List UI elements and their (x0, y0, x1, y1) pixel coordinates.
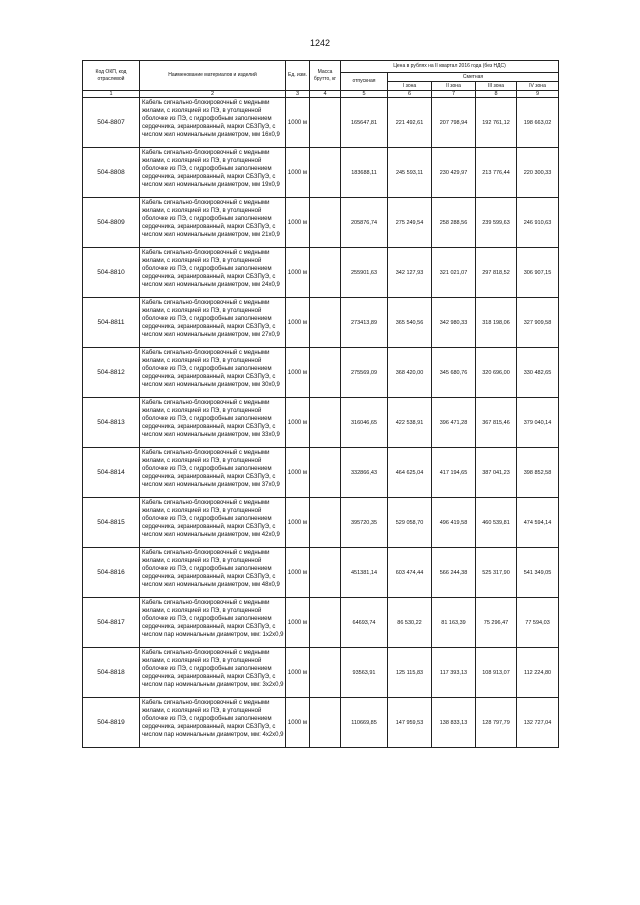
column-number: 1 (83, 91, 140, 98)
item-mass (310, 348, 341, 398)
table-row (83, 148, 559, 198)
zone-4-price: 379 040,14 (517, 398, 559, 448)
item-unit: 1000 м (286, 98, 310, 148)
item-unit: 1000 м (286, 248, 310, 298)
item-code: 504-8815 (83, 498, 140, 548)
zone-1-price: 147 959,53 (388, 698, 432, 748)
item-unit: 1000 м (286, 348, 310, 398)
zone-2-price: 566 244,38 (432, 548, 476, 598)
item-description: Кабель сигнально-блокировочный с медными жилами, с изоляцией из ПЭ, в утолщенной оболочке из ПЭ, с гидрофобным заполнением сердечника, экранированный, марки СБЗПуЭ, с числом пар номинальным диаметром, мм: 3х2х0,9 (140, 648, 286, 698)
table-row (83, 698, 559, 748)
zone-1-price: 529 058,70 (388, 498, 432, 548)
column-number: 3 (286, 91, 310, 98)
header-zone-1: I зона (388, 82, 432, 91)
item-unit: 1000 м (286, 298, 310, 348)
item-code: 504-8814 (83, 448, 140, 498)
column-numbers-row (83, 91, 559, 98)
column-number: 9 (517, 91, 559, 98)
item-unit: 1000 м (286, 598, 310, 648)
header-zone-4: IV зона (517, 82, 559, 91)
release-price: 316046,65 (341, 398, 388, 448)
price-table (82, 60, 559, 748)
release-price: 64693,74 (341, 598, 388, 648)
item-mass (310, 298, 341, 348)
zone-2-price: 345 680,76 (432, 348, 476, 398)
column-number: 4 (310, 91, 341, 98)
header-price-title: Цена в рублях на II квартал 2016 года (без НДС) (341, 61, 559, 73)
item-unit: 1000 м (286, 198, 310, 248)
release-price: 183688,11 (341, 148, 388, 198)
zone-3-price: 320 696,00 (476, 348, 517, 398)
item-unit: 1000 м (286, 548, 310, 598)
item-description: Кабель сигнально-блокировочный с медными жилами, с изоляцией из ПЭ, в утолщенной оболочке из ПЭ, с гидрофобным заполнением сердечника, экранированный, марки СБЗПуЭ, с числом жил номинальным диаметром, мм 48х0,9 (140, 548, 286, 598)
zone-4-price: 541 349,05 (517, 548, 559, 598)
zone-4-price: 330 482,65 (517, 348, 559, 398)
zone-2-price: 117 393,13 (432, 648, 476, 698)
item-unit: 1000 м (286, 398, 310, 448)
column-number: 5 (341, 91, 388, 98)
item-code: 504-8812 (83, 348, 140, 398)
table-row (83, 98, 559, 148)
item-code: 504-8818 (83, 648, 140, 698)
item-unit: 1000 м (286, 498, 310, 548)
item-unit: 1000 м (286, 448, 310, 498)
zone-3-price: 128 797,79 (476, 698, 517, 748)
zone-2-price: 417 194,65 (432, 448, 476, 498)
release-price: 255901,63 (341, 248, 388, 298)
zone-2-price: 230 429,97 (432, 148, 476, 198)
release-price: 332866,43 (341, 448, 388, 498)
item-code: 504-8819 (83, 698, 140, 748)
item-code: 504-8807 (83, 98, 140, 148)
item-mass (310, 148, 341, 198)
zone-4-price: 327 909,58 (517, 298, 559, 348)
item-unit: 1000 м (286, 698, 310, 748)
header-name: Наименование материалов и изделий (140, 61, 286, 91)
release-price: 110669,85 (341, 698, 388, 748)
zone-2-price: 496 419,58 (432, 498, 476, 548)
column-number: 2 (140, 91, 286, 98)
zone-3-price: 318 198,06 (476, 298, 517, 348)
table-row (83, 448, 559, 498)
table-row (83, 298, 559, 348)
item-description: Кабель сигнально-блокировочный с медными жилами, с изоляцией из ПЭ, в утолщенной оболочке из ПЭ, с гидрофобным заполнением сердечника, экранированный, марки СБЗПуЭ, с числом пар номинальным диаметром, мм: 4х2х0,9 (140, 698, 286, 748)
release-price: 273413,89 (341, 298, 388, 348)
zone-3-price: 239 599,63 (476, 198, 517, 248)
header-unit: Ед. изм. (286, 61, 310, 91)
table-row (83, 548, 559, 598)
item-code: 504-8816 (83, 548, 140, 598)
zone-3-price: 213 776,44 (476, 148, 517, 198)
table-row (83, 198, 559, 248)
zone-4-price: 77 594,03 (517, 598, 559, 648)
zone-1-price: 464 625,04 (388, 448, 432, 498)
zone-2-price: 396 471,28 (432, 398, 476, 448)
zone-1-price: 221 492,61 (388, 98, 432, 148)
zone-3-price: 75 296,47 (476, 598, 517, 648)
item-code: 504-8808 (83, 148, 140, 198)
item-description: Кабель сигнально-блокировочный с медными жилами, с изоляцией из ПЭ, в утолщенной оболочке из ПЭ, с гидрофобным заполнением сердечника, экранированный, марки СБЗПуЭ, с числом жил номинальным диаметром, мм 21х0,9 (140, 198, 286, 248)
table-row (83, 248, 559, 298)
item-mass (310, 598, 341, 648)
zone-1-price: 245 593,11 (388, 148, 432, 198)
item-unit: 1000 м (286, 148, 310, 198)
release-price: 395720,35 (341, 498, 388, 548)
column-number: 7 (432, 91, 476, 98)
item-code: 504-8813 (83, 398, 140, 448)
zone-3-price: 367 815,46 (476, 398, 517, 448)
zone-3-price: 525 317,90 (476, 548, 517, 598)
header-mass: Масса брутто, кг (310, 61, 341, 91)
zone-4-price: 306 907,15 (517, 248, 559, 298)
zone-3-price: 108 913,07 (476, 648, 517, 698)
table-row (83, 498, 559, 548)
release-price: 205876,74 (341, 198, 388, 248)
table-row (83, 398, 559, 448)
item-code: 504-8809 (83, 198, 140, 248)
zone-3-price: 297 818,52 (476, 248, 517, 298)
column-number: 6 (388, 91, 432, 98)
item-unit: 1000 м (286, 648, 310, 698)
item-mass (310, 548, 341, 598)
zone-1-price: 422 538,91 (388, 398, 432, 448)
header-estimate: Сметная (388, 73, 559, 82)
header-zone-3: III зона (476, 82, 517, 91)
item-description: Кабель сигнально-блокировочный с медными жилами, с изоляцией из ПЭ, в утолщенной оболочке из ПЭ, с гидрофобным заполнением сердечника, экранированный, марки СБЗПуЭ, с числом жил номинальным диаметром, мм 42х0,9 (140, 498, 286, 548)
zone-4-price: 198 663,02 (517, 98, 559, 148)
item-code: 504-8817 (83, 598, 140, 648)
item-mass (310, 398, 341, 448)
release-price: 165647,81 (341, 98, 388, 148)
item-mass (310, 448, 341, 498)
item-description: Кабель сигнально-блокировочный с медными жилами, с изоляцией из ПЭ, в утолщенной оболочке из ПЭ, с гидрофобным заполнением сердечника, экранированный, марки СБЗПуЭ, с числом жил номинальным диаметром, мм 30х0,9 (140, 348, 286, 398)
table-row (83, 598, 559, 648)
zone-2-price: 321 021,07 (432, 248, 476, 298)
item-description: Кабель сигнально-блокировочный с медными жилами, с изоляцией из ПЭ, в утолщенной оболочке из ПЭ, с гидрофобным заполнением сердечника, экранированный, марки СБЗПуЭ, с числом жил номинальным диаметром, мм 24х0,9 (140, 248, 286, 298)
zone-2-price: 342 980,33 (432, 298, 476, 348)
table-row (83, 648, 559, 698)
zone-4-price: 220 300,33 (517, 148, 559, 198)
zone-1-price: 342 127,93 (388, 248, 432, 298)
zone-3-price: 387 041,23 (476, 448, 517, 498)
zone-2-price: 138 833,13 (432, 698, 476, 748)
header-code: Код ОКП, код отраслевой (83, 61, 140, 91)
zone-1-price: 125 115,83 (388, 648, 432, 698)
item-mass (310, 248, 341, 298)
item-mass (310, 648, 341, 698)
zone-1-price: 365 540,56 (388, 298, 432, 348)
zone-4-price: 474 594,14 (517, 498, 559, 548)
release-price: 275569,09 (341, 348, 388, 398)
item-description: Кабель сигнально-блокировочный с медными жилами, с изоляцией из ПЭ, в утолщенной оболочке из ПЭ, с гидрофобным заполнением сердечника, экранированный, марки СБЗПуЭ, с числом жил номинальным диаметром, мм 19х0,9 (140, 148, 286, 198)
zone-4-price: 132 727,04 (517, 698, 559, 748)
page-number: 1242 (309, 38, 331, 48)
item-mass (310, 98, 341, 148)
item-mass (310, 498, 341, 548)
item-description: Кабель сигнально-блокировочный с медными жилами, с изоляцией из ПЭ, в утолщенной оболочке из ПЭ, с гидрофобным заполнением сердечника, экранированный, марки СБЗПуЭ, с числом жил номинальным диаметром, мм 33х0,9 (140, 398, 286, 448)
zone-4-price: 398 852,58 (517, 448, 559, 498)
item-description: Кабель сигнально-блокировочный с медными жилами, с изоляцией из ПЭ, в утолщенной оболочке из ПЭ, с гидрофобным заполнением сердечника, экранированный, марки СБЗПуЭ, с числом пар номинальным диаметром, мм: 1х2х0,9 (140, 598, 286, 648)
zone-2-price: 81 163,39 (432, 598, 476, 648)
item-description: Кабель сигнально-блокировочный с медными жилами, с изоляцией из ПЭ, в утолщенной оболочке из ПЭ, с гидрофобным заполнением сердечника, экранированный, марки СБЗПуЭ, с числом жил номинальным диаметром, мм 16х0,9 (140, 98, 286, 148)
release-price: 451381,14 (341, 548, 388, 598)
item-code: 504-8811 (83, 298, 140, 348)
zone-1-price: 603 474,44 (388, 548, 432, 598)
header-zone-2: II зона (432, 82, 476, 91)
item-code: 504-8810 (83, 248, 140, 298)
zone-1-price: 275 249,54 (388, 198, 432, 248)
zone-3-price: 192 761,12 (476, 98, 517, 148)
item-description: Кабель сигнально-блокировочный с медными жилами, с изоляцией из ПЭ, в утолщенной оболочке из ПЭ, с гидрофобным заполнением сердечника, экранированный, марки СБЗПуЭ, с числом жил номинальным диаметром, мм 37х0,9 (140, 448, 286, 498)
table-row (83, 348, 559, 398)
zone-1-price: 86 530,22 (388, 598, 432, 648)
zone-2-price: 207 798,94 (432, 98, 476, 148)
zone-4-price: 246 910,63 (517, 198, 559, 248)
zone-2-price: 258 288,56 (432, 198, 476, 248)
release-price: 93563,91 (341, 648, 388, 698)
item-description: Кабель сигнально-блокировочный с медными жилами, с изоляцией из ПЭ, в утолщенной оболочке из ПЭ, с гидрофобным заполнением сердечника, экранированный, марки СБЗПуЭ, с числом жил номинальным диаметром, мм 27х0,9 (140, 298, 286, 348)
item-mass (310, 198, 341, 248)
zone-1-price: 368 420,00 (388, 348, 432, 398)
item-mass (310, 698, 341, 748)
header-release: отпускная (341, 73, 388, 91)
zone-3-price: 460 539,81 (476, 498, 517, 548)
column-number: 8 (476, 91, 517, 98)
zone-4-price: 112 224,80 (517, 648, 559, 698)
